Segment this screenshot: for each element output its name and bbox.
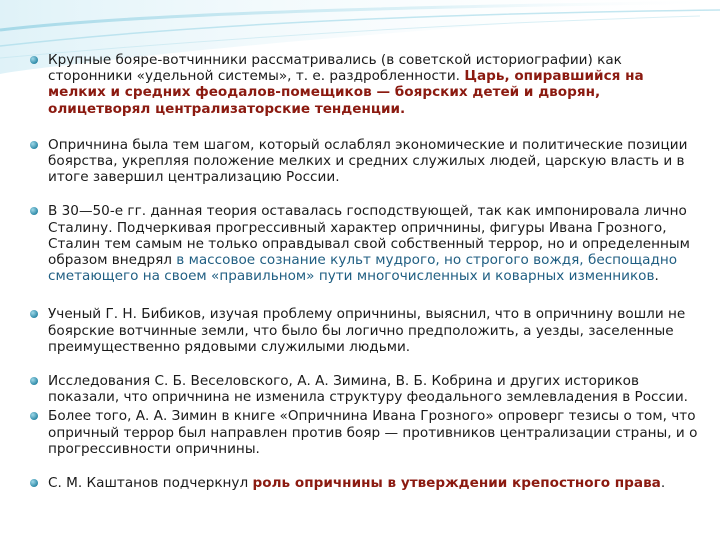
item-emphasis: Царь, опиравшийся на мелких и средних феодалов-помещиков — боярских детей и дворян, олицетворял централизаторские тенденции.	[48, 68, 644, 117]
item-emphasis: в массовое сознание культ мудрого, но строгого вождя, беспощадно сметающего на своем «правильном» пути многочисленных и коварных изменников	[48, 252, 678, 285]
list-item	[30, 408, 700, 457]
bullet-icon	[30, 377, 38, 385]
bullet-icon	[30, 56, 38, 64]
bullet-icon	[30, 479, 38, 487]
bullet-icon	[30, 310, 38, 318]
item-tail: .	[654, 268, 659, 285]
list-item	[30, 475, 700, 491]
bullet-icon	[30, 141, 38, 149]
item-tail: .	[660, 475, 666, 492]
list-item	[30, 137, 700, 186]
bullet-list	[30, 52, 700, 491]
list-item	[30, 203, 700, 284]
item-text: В 30—50-е гг. данная теория оставалась господствующей, так как импонировала лично Сталину. Подчеркивая прогрессивный характер опричнины, фигуры Ивана Грозного, Сталин тем самым не только оправдывал свой собственный террор, но и определенным образом внедрял	[48, 203, 690, 269]
item-text: Крупные бояре-вотчинники рассматривались (в советской историографии) как сторонники «удельной системы», т. е. раздробленности.	[48, 52, 622, 85]
item-text: Более того, А. А. Зимин в книге «Опричнина Ивана Грозного» опроверг тезисы о том, что опричный террор был направлен против бояр — противников централизации страны, и о прогрессивности опричнины.	[48, 408, 698, 457]
list-item	[30, 52, 700, 117]
bullet-icon	[30, 207, 38, 215]
item-emphasis: роль опричнины в утверждении крепостного права	[252, 475, 661, 492]
item-text: Ученый Г. Н. Бибиков, изучая проблему опричнины, выяснил, что в опричнину вошли не боярские вотчинные земли, что было бы логично предположить, а уезды, заселенные преимущественно рядовыми служилыми людьми.	[48, 306, 686, 355]
item-text: С. М. Каштанов подчеркнул	[48, 475, 253, 492]
list-item	[30, 373, 700, 405]
item-text: Опричнина была тем шагом, который ослаблял экономические и политические позиции боярства, укрепляя положение мелких и средних служилых людей, царскую власть и в итоге завершил централизацию России.	[48, 136, 688, 186]
list-item	[30, 306, 700, 355]
item-text: Исследования С. Б. Веселовского, А. А. Зимина, В. Б. Кобрина и других историков показали, что опричнина не изменила структуру феодального землевладения в России.	[48, 373, 688, 406]
bullet-icon	[30, 412, 38, 420]
